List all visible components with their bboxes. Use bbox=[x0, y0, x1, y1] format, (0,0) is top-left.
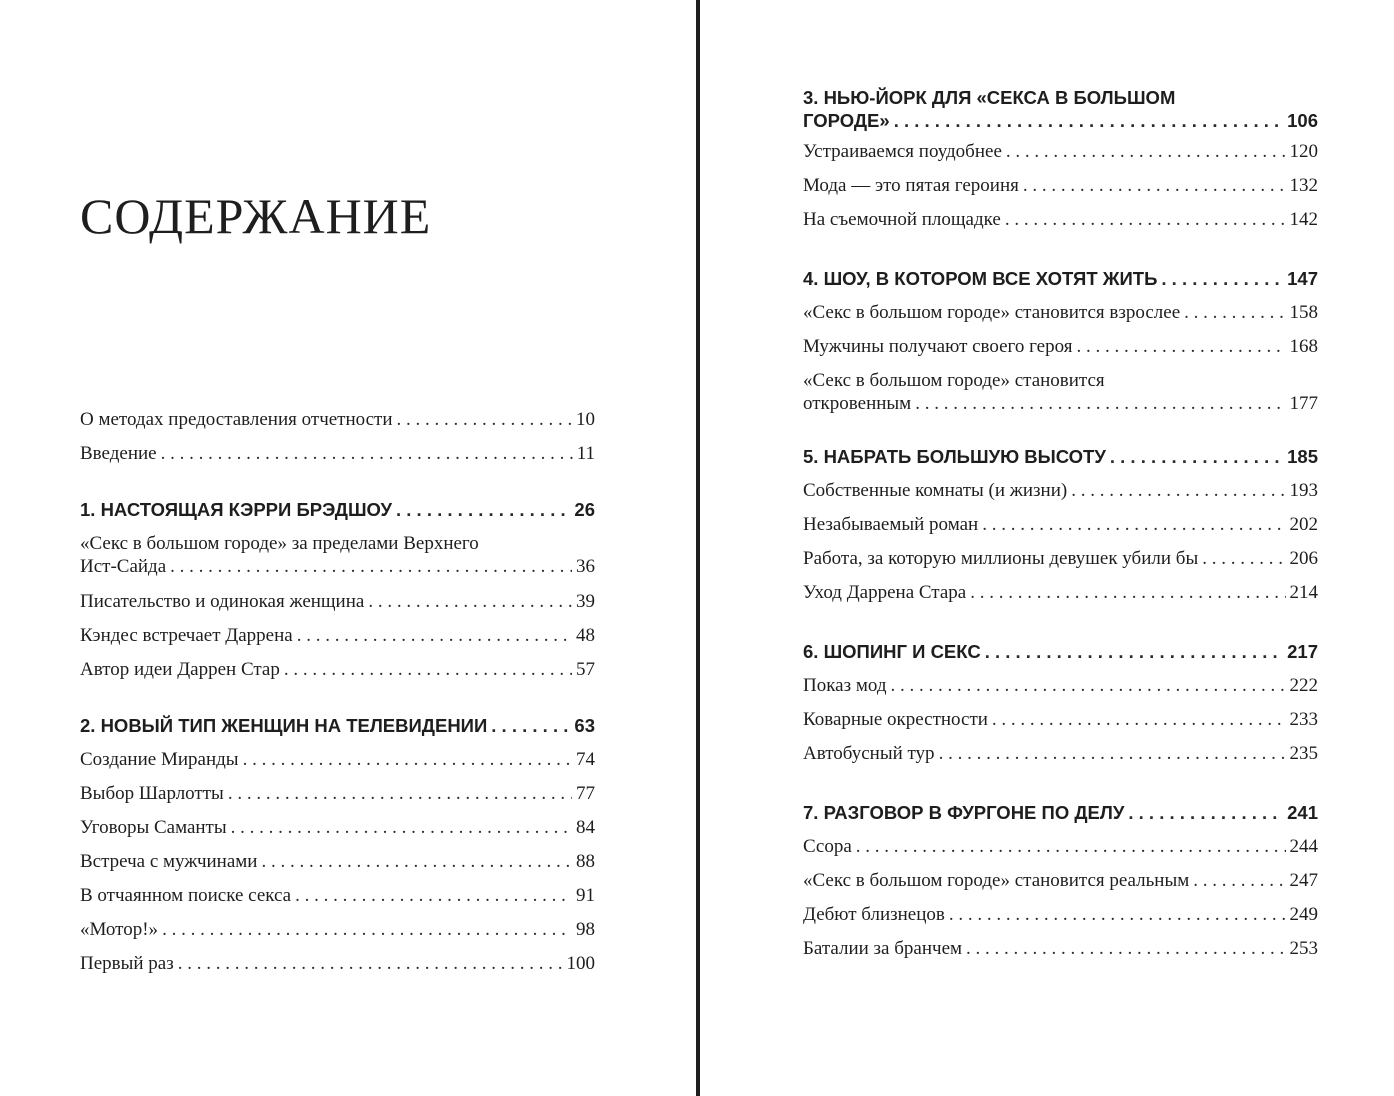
toc-entry-title: Ссора bbox=[803, 836, 852, 857]
leader-dots bbox=[1071, 479, 1285, 502]
toc-entry[interactable] bbox=[80, 654, 595, 688]
toc-entry-page: 235 bbox=[1289, 743, 1318, 764]
toc-entry-title: Баталии за бранчем bbox=[803, 938, 963, 959]
toc-entry[interactable] bbox=[80, 620, 595, 654]
toc-entry[interactable] bbox=[803, 331, 1318, 365]
toc-entry-title: На съемочной площадке bbox=[803, 209, 1001, 230]
toc-entry-page: 84 bbox=[576, 817, 595, 838]
toc-title: СОДЕРЖАНИЕ bbox=[80, 188, 432, 244]
book-spine-divider bbox=[696, 0, 700, 1096]
toc-entry-page: 222 bbox=[1289, 675, 1318, 696]
toc-entry-title: Показ мод bbox=[803, 675, 887, 696]
toc-entry-title: Введение bbox=[80, 443, 157, 464]
leader-dots bbox=[228, 782, 572, 805]
toc-chapter-page: 147 bbox=[1287, 268, 1318, 289]
toc-entry[interactable] bbox=[80, 438, 595, 472]
toc-chapter-page: 63 bbox=[574, 715, 595, 736]
toc-chapter[interactable] bbox=[80, 710, 595, 744]
leader-dots bbox=[161, 442, 573, 465]
toc-entry-page: 132 bbox=[1289, 175, 1318, 196]
leader-dots bbox=[396, 498, 570, 521]
toc-chapter-page: 185 bbox=[1287, 446, 1318, 467]
leader-dots bbox=[856, 835, 1286, 858]
toc-entry[interactable] bbox=[80, 914, 595, 948]
toc-entry[interactable] bbox=[803, 704, 1318, 738]
toc-entry-page: 253 bbox=[1289, 938, 1318, 959]
toc-entry-title: Уговоры Саманты bbox=[80, 817, 227, 838]
leader-dots bbox=[985, 640, 1283, 663]
toc-entry-title: Мода — это пятая героиня bbox=[803, 175, 1019, 196]
toc-entry-page: 39 bbox=[576, 591, 595, 612]
toc-entry-page: 249 bbox=[1289, 904, 1318, 925]
toc-entry[interactable] bbox=[80, 528, 595, 578]
toc-entry-title: Создание Миранды bbox=[80, 749, 239, 770]
toc-entry-page: 120 bbox=[1289, 141, 1318, 162]
toc-entry[interactable] bbox=[803, 577, 1318, 611]
toc-entry-page: 100 bbox=[566, 953, 595, 974]
leader-dots bbox=[966, 937, 1285, 960]
leader-dots bbox=[243, 748, 572, 771]
leader-dots bbox=[1193, 869, 1285, 892]
leader-dots bbox=[1128, 801, 1283, 824]
toc-entry-page: 193 bbox=[1289, 480, 1318, 501]
toc-entry-page: 247 bbox=[1289, 870, 1318, 891]
toc-entry-title: Автор идеи Даррен Стар bbox=[80, 659, 280, 680]
toc-entry[interactable] bbox=[803, 297, 1318, 331]
leader-dots bbox=[894, 109, 1283, 132]
toc-entry-page: 74 bbox=[576, 749, 595, 770]
toc-chapter-page: 241 bbox=[1287, 802, 1318, 823]
toc-entry-title: «Мотор!» bbox=[80, 919, 159, 940]
toc-chapter-page: 106 bbox=[1287, 110, 1318, 131]
leader-dots bbox=[1006, 140, 1286, 163]
toc-entry-title: Кэндес встречает Даррена bbox=[80, 625, 293, 646]
toc-chapter-title: 3. НЬЮ-ЙОРК ДЛЯ «СЕКСА В БОЛЬШОМ bbox=[803, 87, 1176, 108]
toc-entry[interactable] bbox=[80, 846, 595, 880]
toc-chapter[interactable] bbox=[803, 263, 1318, 297]
leader-dots bbox=[170, 555, 572, 578]
toc-entry-page: 142 bbox=[1289, 209, 1318, 230]
toc-entry[interactable] bbox=[803, 509, 1318, 543]
toc-chapter[interactable] bbox=[803, 636, 1318, 670]
toc-entry-page: 168 bbox=[1289, 336, 1318, 357]
toc-entry[interactable] bbox=[80, 778, 595, 812]
toc-entry-title: Собственные комнаты (и жизни) bbox=[803, 480, 1068, 501]
leader-dots bbox=[982, 513, 1285, 536]
leader-dots bbox=[1202, 547, 1285, 570]
toc-entry-title: Дебют близнецов bbox=[803, 904, 945, 925]
toc-entry[interactable] bbox=[80, 744, 595, 778]
toc-entry-title: Встреча с мужчинами bbox=[80, 851, 258, 872]
leader-dots bbox=[1005, 208, 1286, 231]
toc-entry-title: В отчаянном поиске секса bbox=[80, 885, 292, 906]
leader-dots bbox=[915, 392, 1285, 415]
toc-entry[interactable] bbox=[803, 475, 1318, 509]
toc-entry-title-cont: откровенным bbox=[803, 393, 912, 414]
toc-entry-title: «Секс в большом городе» становится реальным bbox=[803, 870, 1190, 891]
toc-entry-title: Коварные окрестности bbox=[803, 709, 988, 730]
toc-entry-page: 11 bbox=[576, 443, 595, 464]
toc-chapter[interactable] bbox=[80, 494, 595, 528]
leader-dots bbox=[284, 658, 572, 681]
toc-entry[interactable] bbox=[803, 543, 1318, 577]
toc-chapter[interactable] bbox=[803, 82, 1318, 132]
leader-dots bbox=[1076, 335, 1285, 358]
toc-entry-page: 206 bbox=[1289, 548, 1318, 569]
toc-entry[interactable] bbox=[80, 948, 595, 982]
toc-entry-title: Устраиваемся поудобнее bbox=[803, 141, 1002, 162]
leader-dots bbox=[1184, 301, 1285, 324]
toc-entry[interactable] bbox=[803, 204, 1318, 238]
toc-entry[interactable] bbox=[803, 738, 1318, 772]
toc-entry-page: 88 bbox=[576, 851, 595, 872]
toc-entry-page: 36 bbox=[576, 556, 595, 577]
leader-dots bbox=[1023, 174, 1286, 197]
toc-list-right bbox=[803, 82, 1318, 967]
toc-entry[interactable] bbox=[803, 831, 1318, 865]
toc-entry-page: 177 bbox=[1289, 393, 1318, 414]
toc-chapter-title: 6. ШОПИНГ И СЕКС bbox=[803, 641, 981, 662]
toc-chapter-title: 4. ШОУ, В КОТОРОМ ВСЕ ХОТЯТ ЖИТЬ bbox=[803, 268, 1158, 289]
toc-entry-title: «Секс в большом городе» за пределами Верхнего bbox=[80, 533, 479, 554]
leader-dots bbox=[949, 903, 1286, 926]
toc-chapter-title: 5. НАБРАТЬ БОЛЬШУЮ ВЫСОТУ bbox=[803, 446, 1106, 467]
leader-dots bbox=[970, 581, 1285, 604]
toc-entry[interactable] bbox=[80, 880, 595, 914]
toc-entry-title: Выбор Шарлотты bbox=[80, 783, 224, 804]
leader-dots bbox=[178, 952, 563, 975]
toc-entry[interactable] bbox=[80, 812, 595, 846]
toc-chapter[interactable] bbox=[803, 797, 1318, 831]
leader-dots bbox=[992, 708, 1286, 731]
toc-entry-title: «Секс в большом городе» становится взрослее bbox=[803, 302, 1181, 323]
toc-entry-page: 91 bbox=[576, 885, 595, 906]
leader-dots bbox=[231, 816, 572, 839]
leader-dots bbox=[261, 850, 572, 873]
leader-dots bbox=[397, 408, 572, 431]
toc-entry[interactable] bbox=[803, 670, 1318, 704]
toc-entry-title: Писательство и одинокая женщина bbox=[80, 591, 365, 612]
toc-chapter-page: 26 bbox=[574, 499, 595, 520]
toc-entry[interactable] bbox=[803, 933, 1318, 967]
toc-entry[interactable] bbox=[803, 365, 1318, 415]
toc-entry-page: 98 bbox=[576, 919, 595, 940]
leader-dots bbox=[1161, 267, 1283, 290]
toc-entry-page: 77 bbox=[576, 783, 595, 804]
toc-entry-title-cont: Ист-Сайда bbox=[80, 556, 167, 577]
leader-dots bbox=[297, 624, 572, 647]
toc-entry-page: 48 bbox=[576, 625, 595, 646]
toc-entry-page: 158 bbox=[1289, 302, 1318, 323]
toc-entry[interactable] bbox=[803, 899, 1318, 933]
toc-entry-page: 244 bbox=[1289, 836, 1318, 857]
toc-chapter-title: 2. НОВЫЙ ТИП ЖЕНЩИН НА ТЕЛЕВИДЕНИИ bbox=[80, 715, 488, 736]
toc-chapter[interactable] bbox=[803, 441, 1318, 475]
toc-entry-title: Уход Даррена Стара bbox=[803, 582, 967, 603]
toc-entry-page: 202 bbox=[1289, 514, 1318, 535]
toc-entry[interactable] bbox=[803, 865, 1318, 899]
leader-dots bbox=[891, 674, 1286, 697]
leader-dots bbox=[295, 884, 572, 907]
right-page bbox=[701, 0, 1394, 1096]
toc-entry-title: Мужчины получают своего героя bbox=[803, 336, 1073, 357]
toc-chapter-title-cont: ГОРОДЕ» bbox=[803, 110, 890, 131]
toc-entry-page: 10 bbox=[576, 409, 595, 430]
toc-entry-page: 233 bbox=[1289, 709, 1318, 730]
toc-entry[interactable] bbox=[80, 586, 595, 620]
toc-chapter-page: 217 bbox=[1287, 641, 1318, 662]
toc-chapter-title: 7. РАЗГОВОР В ФУРГОНЕ ПО ДЕЛУ bbox=[803, 802, 1125, 823]
toc-entry-page: 57 bbox=[576, 659, 595, 680]
toc-entry[interactable] bbox=[803, 170, 1318, 204]
toc-entry-title: «Секс в большом городе» становится bbox=[803, 370, 1105, 391]
leader-dots bbox=[1110, 445, 1283, 468]
toc-list-left bbox=[80, 404, 595, 982]
toc-chapter-title: 1. НАСТОЯЩАЯ КЭРРИ БРЭДШОУ bbox=[80, 499, 392, 520]
toc-entry-title: Незабываемый роман bbox=[803, 514, 979, 535]
leader-dots bbox=[162, 918, 572, 941]
toc-entry-page: 214 bbox=[1289, 582, 1318, 603]
toc-entry-title: Работа, за которую миллионы девушек убили бы bbox=[803, 548, 1199, 569]
toc-entry-title: О методах предоставления отчетности bbox=[80, 409, 393, 430]
toc-entry-title: Первый раз bbox=[80, 953, 174, 974]
leader-dots bbox=[939, 742, 1286, 765]
leader-dots bbox=[368, 590, 572, 613]
leader-dots bbox=[491, 714, 570, 737]
toc-entry-title: Автобусный тур bbox=[803, 743, 935, 764]
toc-entry[interactable] bbox=[803, 136, 1318, 170]
toc-entry[interactable] bbox=[80, 404, 595, 438]
